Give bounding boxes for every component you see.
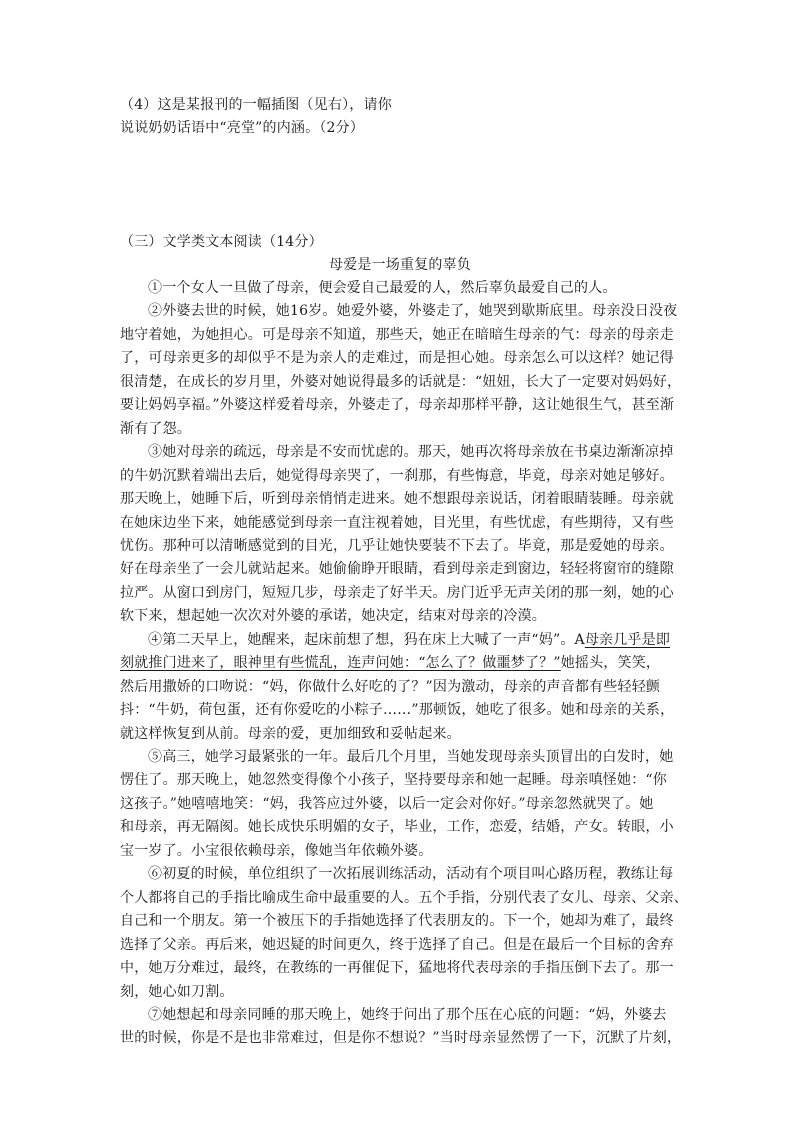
paragraph-3-line-7: 拉严。从窗口到房门，短短几步，母亲走了好半天。房门近乎无声关闭的那一刻，她的心 [120,584,674,601]
question-line-1: （4）这是某报刊的一幅插图（见右），请你 [120,97,392,113]
paragraph-2-line-4: 很清楚，在成长的岁月里，外婆对她说得最多的话就是：“妞妞，长大了一定要对妈妈好， [120,373,682,390]
paragraph-5-line-2: 愣住了。那天晚上，她忽然变得像个小孩子，坚持要母亲和她一起睡。母亲嗔怪她：“你 [120,772,667,789]
paragraph-3-line-4: 在她床边坐下来，她能感觉到母亲一直注视着她，目光里，有些忧虑，有些期待，又有些 [120,514,674,531]
paragraph-6-line-1: ⑥初夏的时候，单位组织了一次拓展训练活动，活动有个项目叫心路历程，教练让每 [148,866,674,883]
annotated-sentence-a: 母亲几乎是即 [584,631,671,648]
paragraph-7-line-2: 世的时候，你是不是也非常难过，但是你不想说？”当时母亲显然愣了一下，沉默了片刻， [120,1030,682,1047]
paragraph-3-line-2: 的牛奶沉默着端出去后，她觉得母亲哭了，一刹那，有些悔意，毕竟，母亲对她足够好。 [120,467,674,484]
paragraph-6-line-6: 刻，她心如刀割。 [120,983,234,1000]
paragraph-2-line-5: 要让妈妈享福。”外婆这样爱着母亲，外婆走了，母亲却那样平静，这让她很生气，甚至渐 [120,397,675,414]
paragraph-6-line-5: 中，她万分难过，最终，在教练的一再催促下，猛地将代表母亲的手指压倒下去了。那一 [120,960,674,977]
paragraph-4-line-1: ④第二天早上，她醒来，起床前想了想，犸在床上大喊了一声“妈”。A母亲几乎是即 [148,631,671,648]
paragraph-1-line-1: ①一个女人一旦做了母亲，便会爱自己最爱的人，然后辜负最爱自己的人。 [148,280,617,296]
paragraph-2-line-3: 了，可母亲更多的却似乎不是为亲人的走难过，而是担心她。母亲怎么可以这样？她记得 [120,350,674,367]
article-title: 母爱是一场重复的辜负 [329,257,471,273]
paragraph-4-line-2: 刻就推门进来了，眼神里有些慌乱，连声问她：“怎么了？做噩梦了？”她摇头，笑笑， [120,655,661,672]
paragraph-5-line-4: 和母亲，再无隔阂。她长成快乐明媚的女子，毕业，工作，恋爱，结婚，产女。转眼，小 [120,819,674,836]
paragraph-3-line-8: 软下来，想起她一次次对外婆的承诺，她决定，结束对母亲的冷漠。 [120,608,546,625]
paragraph-6-line-2: 个人都将自己的手指比喻成生命中最重要的人。五个手指，分别代表了女儿、母亲、父亲、 [120,889,688,906]
paragraph-4-line-4: 抖：“牛奶，荷包蛋，还有你爱吃的小粽子……”那顿饭，她吃了很多。她和母亲的关系， [120,702,675,719]
paragraph-5-line-5: 宝一岁了。小宝很依赖母亲，像她当年依赖外婆。 [120,842,433,859]
paragraph-4-line-3: 然后用撒娇的口吻说：“妈，你做什么好吃的了？”因为激动，母亲的声音都有些轻轻颤 [120,678,661,695]
section-heading: （三）文学类文本阅读（14分） [120,234,323,250]
annotated-sentence-a: 刻就推门进来了，眼神里有些慌乱，连声问她：“怎么了？做噩梦了？” [120,655,561,672]
question-line-2: 说说奶奶话语中“亮堂”的内涵。（2分） [120,120,365,136]
paragraph-3-line-6: 好在母亲坐了一会儿就站起来。她偷偷睁开眼睛，看到母亲走到窗边，轻轻将窗帘的缝隙 [120,561,674,578]
paragraph-3-line-1: ③她对母亲的疏远，母亲是不安而忧虑的。那天，她再次将母亲放在书桌边渐渐凉掉 [148,444,674,461]
paragraph-3-line-5: 忧伤。那种可以清晰感觉到的目光，几乎让她快要装不下去了。毕竟，那是爱她的母亲。 [120,537,674,554]
paragraph-2-line-2: 地守着她，为她担心。可是母亲不知道，那些天，她正在暗暗生母亲的气：母亲的母亲走 [120,326,674,343]
paragraph-3-line-3: 那天晚上，她睡下后，听到母亲悄悄走进来。她不想跟母亲说话，闭着眼睛装睡。母亲就 [120,491,674,508]
paragraph-6-line-3: 自己和一个朋友。第一个被压下的手指她选择了代表朋友的。下一个，她却为难了，最终 [120,913,674,930]
paragraph-2-line-1: ②外婆去世的时候，她16岁。她爱外婆，外婆走了，她哭到歇斯底里。母亲没日没夜 [148,303,678,320]
paragraph-7-line-1: ⑦她想起和母亲同睡的那天晚上，她终于问出了那个压在心底的问题：“妈，外婆去 [148,1006,667,1023]
paragraph-4-line-5: 就这样恢复到从前。母亲的爱，更加细致和妥帖起来。 [120,725,461,742]
paragraph-5-line-1: ⑤高三，她学习最紧张的一年。最后几个月里，当她发现母亲头顶冒出的白发时，她 [148,749,674,765]
paragraph-6-line-4: 选择了父亲。再后来，她迟疑的时间更久，终于选择了自己。但是在最后一个目标的舍弃 [120,936,674,953]
paragraph-5-line-3: 这孩子。”她嘻嘻地笑：“妈，我答应过外婆，以后一定会对你好。”母亲忽然就哭了。她 [120,795,654,812]
paragraph-2-line-6: 渐有了怨。 [120,420,191,437]
